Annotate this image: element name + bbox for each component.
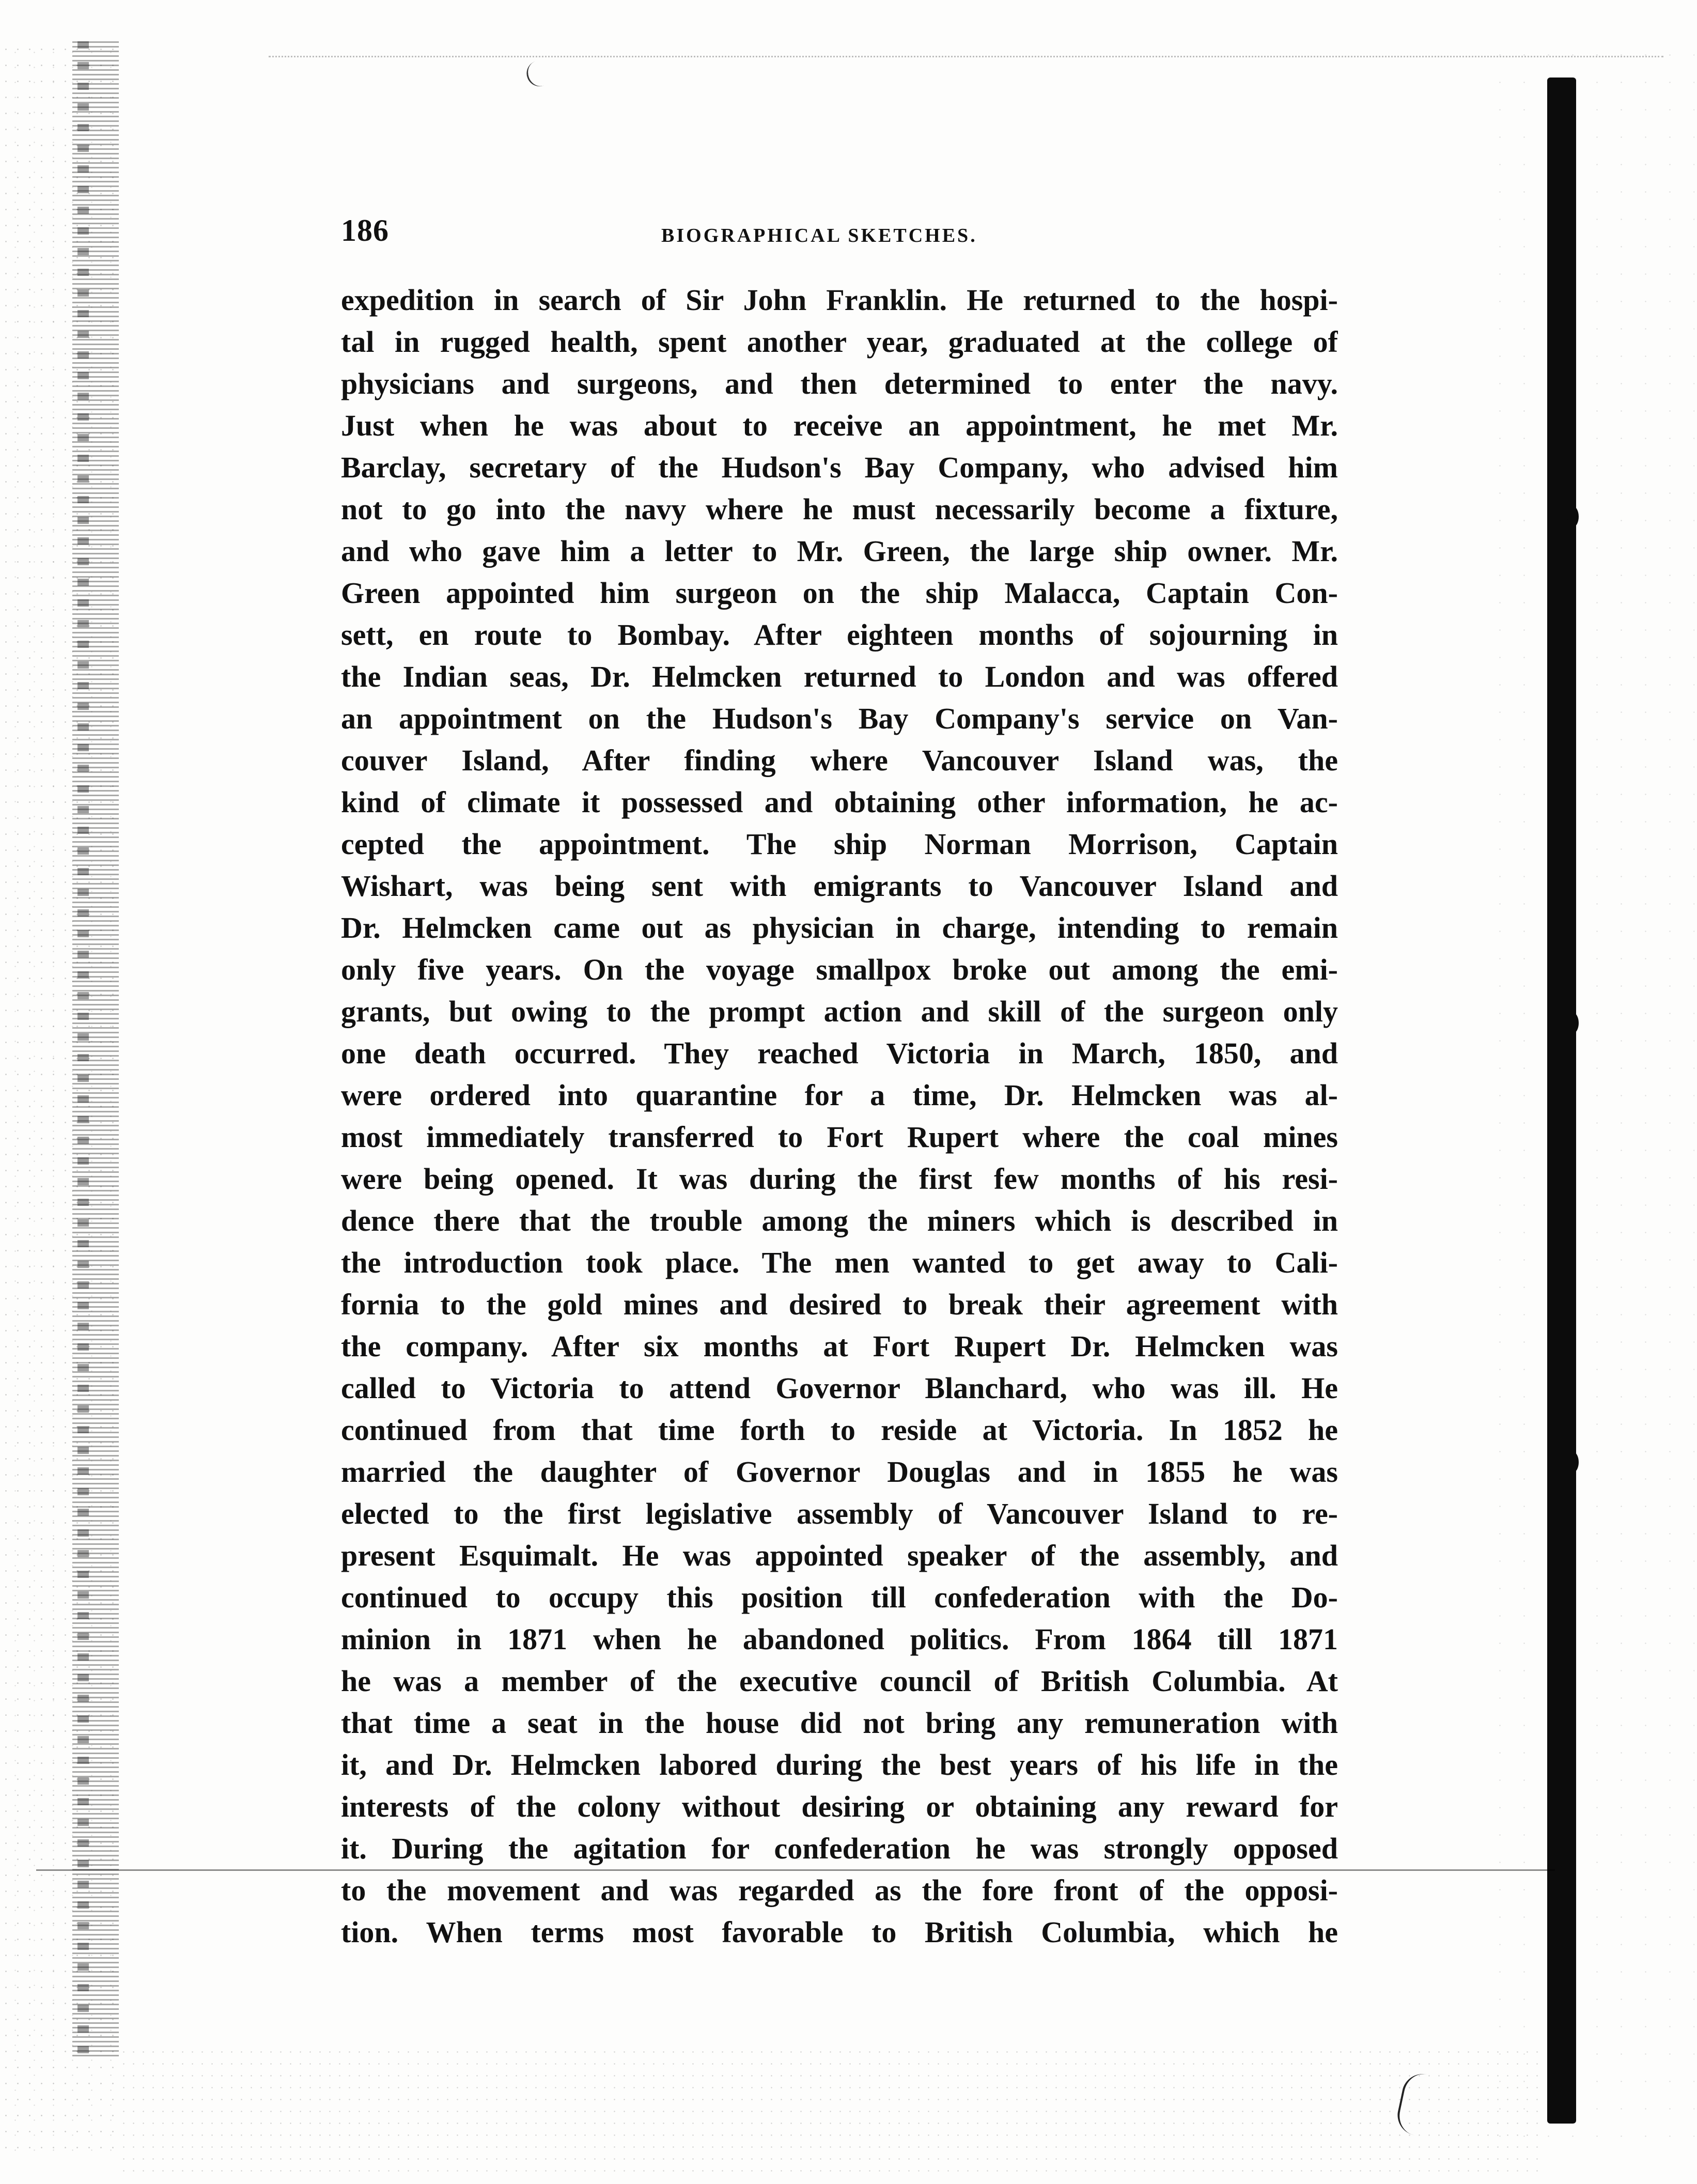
text-line: elected to the first legislative assembly of Vancouver Island to re- [341, 1497, 1338, 1530]
pen-mark [523, 60, 548, 90]
text-line: kind of climate it possessed and obtaining other information, he ac- [341, 785, 1338, 819]
text-line: and who gave him a letter to Mr. Green, the large ship owner. Mr. [341, 534, 1338, 568]
binding-stripe [77, 41, 89, 2056]
text-line: it, and Dr. Helmcken labored during the best years of his life in the [341, 1748, 1338, 1782]
text-line: only five years. On the voyage smallpox broke out among the emi- [341, 953, 1338, 986]
text-line: interests of the colony without desiring or obtaining any reward for [341, 1790, 1338, 1823]
text-line: Green appointed him surgeon on the ship Malacca, Captain Con- [341, 576, 1338, 610]
text-line: present Esquimalt. He was appointed speaker of the assembly, and [341, 1539, 1338, 1572]
text-line: cepted the appointment. The ship Norman Morrison, Captain [341, 827, 1338, 861]
scan-dotted-line [269, 56, 1663, 57]
text-line: called to Victoria to attend Governor Blanchard, who was ill. He [341, 1371, 1338, 1405]
text-line: sett, en route to Bombay. After eighteen months of sojourning in [341, 618, 1338, 652]
text-line: fornia to the gold mines and desired to break their agreement with [341, 1288, 1338, 1321]
text-line: the Indian seas, Dr. Helmcken returned to London and was offered [341, 660, 1338, 693]
text-line: the company. After six months at Fort Rupert Dr. Helmcken was [341, 1329, 1338, 1363]
text-line: Just when he was about to receive an appointment, he met Mr. [341, 409, 1338, 442]
text-line: not to go into the navy where he must necessarily become a fixture, [341, 492, 1338, 526]
text-line: tion. When terms most favorable to British Columbia, which he [341, 1915, 1338, 1949]
text-line: to the movement and was regarded as the fore front of the opposi- [341, 1873, 1338, 1907]
text-line: most immediately transferred to Fort Rupert where the coal mines [341, 1120, 1338, 1154]
text-line: one death occurred. They reached Victoria in March, 1850, and [341, 1036, 1338, 1070]
page-number: 186 [341, 213, 389, 247]
text-line: he was a member of the executive council of British Columbia. At [341, 1664, 1338, 1698]
text-line: that time a seat in the house did not bring any remuneration with [341, 1706, 1338, 1740]
text-line: minion in 1871 when he abandoned politics. From 1864 till 1871 [341, 1622, 1338, 1656]
text-line: Barclay, secretary of the Hudson's Bay Company, who advised him [341, 451, 1338, 484]
scan-line [36, 1869, 1555, 1871]
text-line: it. During the agitation for confederation he was strongly opposed [341, 1832, 1338, 1865]
text-line: Wishart, was being sent with emigrants to Vancouver Island and [341, 869, 1338, 903]
text-line: continued to occupy this position till confederation with the Do- [341, 1581, 1338, 1614]
scan-noise-bottom [119, 2046, 1545, 2180]
text-line: continued from that time forth to reside at Victoria. In 1852 he [341, 1413, 1338, 1447]
page-edge-shadow [1547, 78, 1576, 2124]
page-edge-bump [1567, 1013, 1579, 1033]
body-text [341, 279, 1338, 1953]
text-line: an appointment on the Hudson's Bay Company's service on Van- [341, 702, 1338, 735]
page-header [341, 213, 1353, 259]
text-line: the introduction took place. The men wanted to get away to Cali- [341, 1246, 1338, 1279]
page-edge-bump [1567, 506, 1579, 527]
running-head: BIOGRAPHICAL SKETCHES. [661, 225, 977, 246]
text-line: Dr. Helmcken came out as physician in charge, intending to remain [341, 911, 1338, 944]
page-edge-bump [1567, 1452, 1579, 1473]
text-line: were being opened. It was during the first few months of his resi- [341, 1162, 1338, 1196]
text-line: tal in rugged health, spent another year, graduated at the college of [341, 325, 1338, 359]
text-line: couver Island, After finding where Vancouver Island was, the [341, 744, 1338, 777]
text-line: expedition in search of Sir John Franklin. He returned to the hospi- [341, 283, 1338, 317]
scan-noise-right [1488, 41, 1694, 2160]
text-line: grants, but owing to the prompt action and skill of the surgeon only [341, 995, 1338, 1028]
text-line: physicians and surgeons, and then determined to enter the navy. [341, 367, 1338, 400]
text-line: dence there that the trouble among the miners which is described in [341, 1204, 1338, 1237]
text-line: married the daughter of Governor Douglas and in 1855 he was [341, 1455, 1338, 1489]
text-line: were ordered into quarantine for a time, Dr. Helmcken was al- [341, 1078, 1338, 1112]
